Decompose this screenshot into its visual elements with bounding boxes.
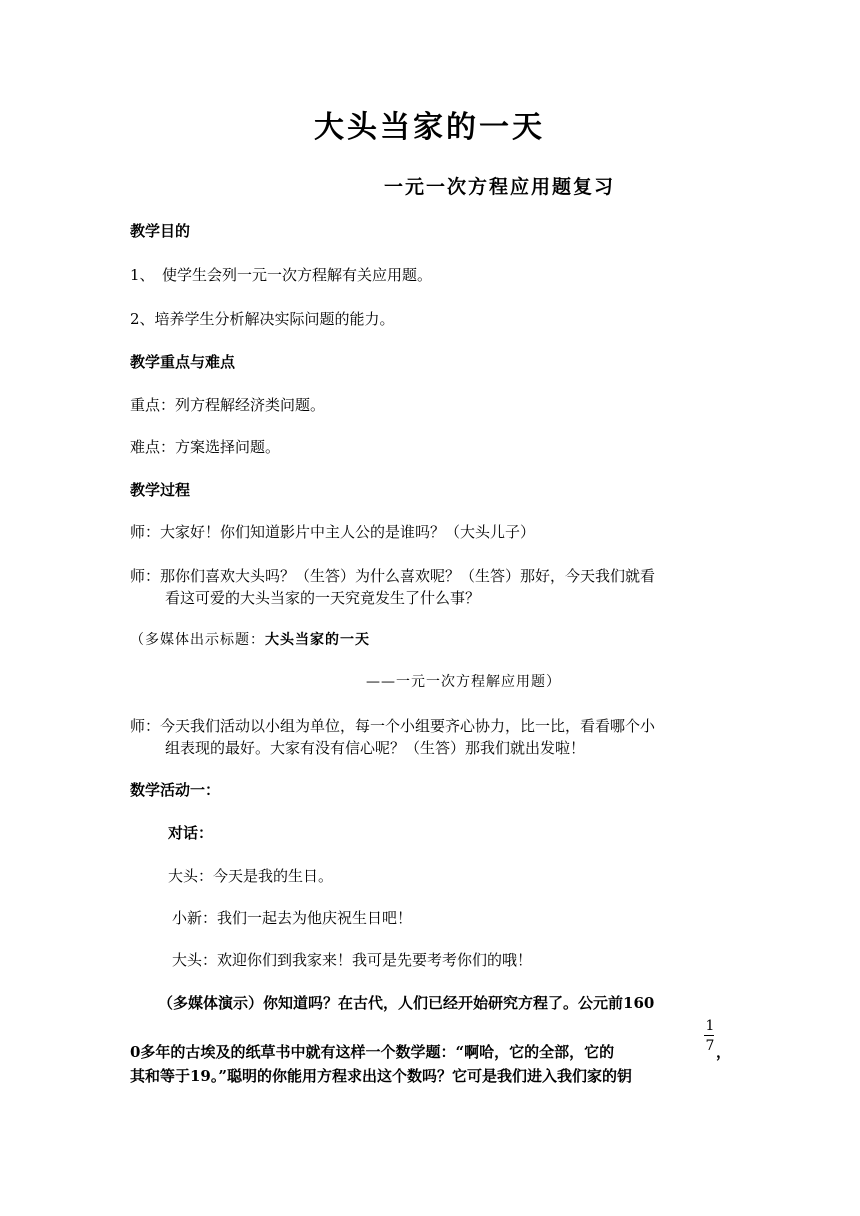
goal-item-1: 1、 使学生会列一元一次方程解有关应用题。 — [130, 266, 433, 284]
teacher-line-3a: 师：今天我们活动以小组为单位，每一个小组要齐心协力，比一比，看看哪个小 — [130, 717, 656, 735]
teacher-line-2a: 师：那你们喜欢大头吗？（生答）为什么喜欢呢？（生答）那好，今天我们就看 — [130, 567, 656, 585]
dialog-line-1: 大头：今天是我的生日。 — [168, 867, 334, 885]
dialog-label: 对话： — [168, 824, 214, 842]
teacher-line-1: 师：大家好！你们知道影片中主人公的是谁吗？（大头儿子） — [130, 523, 536, 541]
page-subtitle: 一元一次方程应用题复习 — [384, 176, 616, 198]
media-subtitle: ——一元一次方程解应用题） — [366, 674, 561, 690]
fraction-numerator: 1 — [705, 1018, 715, 1034]
fraction-bar — [704, 1035, 714, 1036]
teacher-line-3b: 组表现的最好。大家有没有信心呢？（生答）那我们就出发啦！ — [165, 739, 586, 757]
media-title-line — [130, 630, 370, 650]
teacher-line-2b: 看这可爱的大头当家的一天究竟发生了什么事？ — [165, 589, 481, 607]
story-line-2-comma: ， — [716, 1043, 732, 1061]
goal-item-2: 2、培养学生分析解决实际问题的能力。 — [130, 310, 395, 328]
media-title: 大头当家的一天 — [265, 632, 370, 648]
difficulty-text: 难点：方案选择问题。 — [130, 438, 281, 456]
keypoint-text: 重点：列方程解经济类问题。 — [130, 396, 326, 414]
story-line-1: （多媒体演示）你知道吗？在古代，人们已经开始研究方程了。公元前160 — [158, 994, 655, 1012]
goals-heading: 教学目的 — [130, 222, 191, 240]
fraction-denominator: 7 — [705, 1038, 715, 1054]
activity-heading: 数学活动一： — [130, 781, 221, 799]
media-prefix: （多媒体出示标题： — [130, 632, 265, 648]
story-line-3: 其和等于19。”聪明的你能用方程求出这个数吗？它可是我们进入我们家的钥 — [130, 1067, 633, 1085]
dialog-line-3: 大头：欢迎你们到我家来！我可是先要考考你们的哦！ — [172, 951, 533, 969]
page-title: 大头当家的一天 — [314, 110, 545, 145]
story-line-2: 0多年的古埃及的纸草书中就有这样一个数学题：“啊哈，它的全部，它的 — [130, 1043, 615, 1061]
keypoints-heading: 教学重点与难点 — [130, 353, 236, 371]
process-heading: 教学过程 — [130, 481, 191, 499]
dialog-line-2: 小新：我们一起去为他庆祝生日吧！ — [172, 909, 413, 927]
